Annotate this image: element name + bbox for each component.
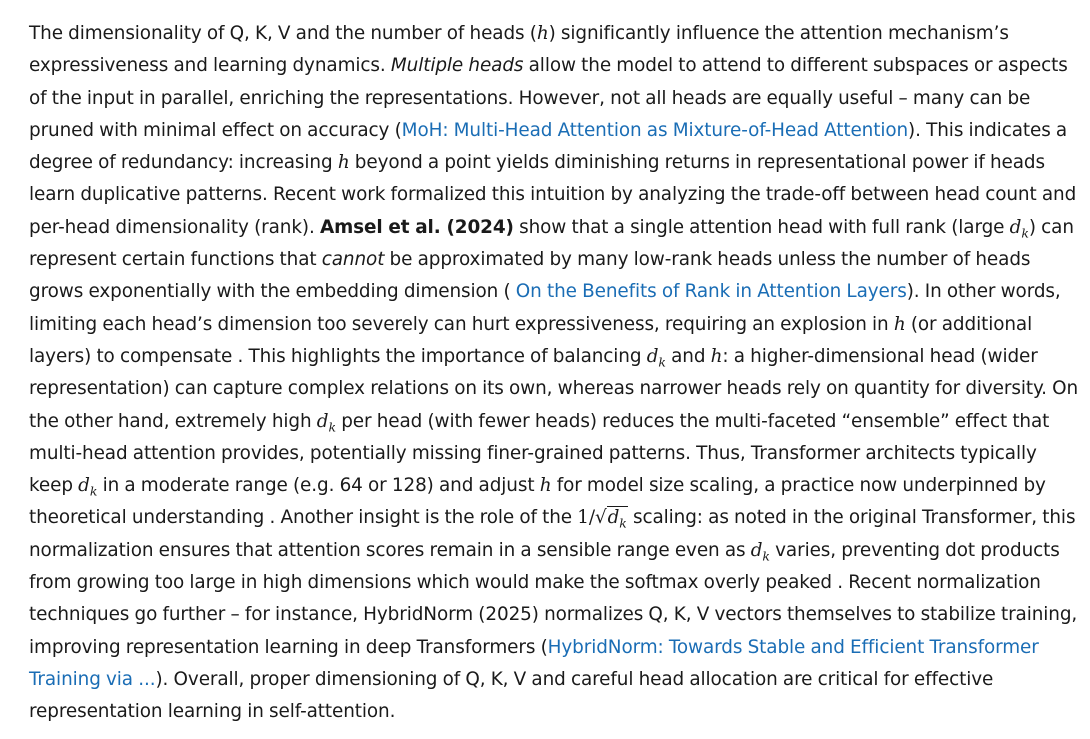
math-symbol (78, 475, 98, 499)
text-run: for model size scaling, a practice now underpinned by theoretical understanding . Another insight is the role of the (29, 475, 1046, 529)
math-variable: d (646, 345, 659, 367)
text-run: varies, preventing dot products from growing too large in high dimensions which would make the softmax overly peaked . Recent normalization techniques go further – for instance, HybridNorm (2025) normalizes Q, K, V vectors themselves to stabilize training, improving representation learning in deep Transformers ( (29, 539, 1078, 658)
emphasis-text: Multiple heads (390, 55, 524, 77)
text-run: in a moderate range (e.g. 64 or 128) and adjust (97, 475, 540, 497)
math-subscript: k (1021, 225, 1029, 241)
text-run: allow the model to attend to different subspaces or aspects of the input in parallel, enriching the representations. However, not all heads are equally useful – many can be pruned with minimal effect on accuracy ( (29, 55, 1068, 141)
math-subscript: k (89, 483, 98, 499)
math-symbol (537, 23, 549, 44)
text-run: be approximated by many low-rank heads unless the number of heads grows exponentially with the embedding dimension ( (29, 249, 1031, 303)
math-symbol (894, 314, 906, 335)
text-run: ) significantly influence the attention mechanism’s expressiveness and learning dynamics. (29, 23, 1009, 77)
math-variable: d (78, 475, 90, 497)
text-run: ) can represent certain functions that (29, 216, 1074, 271)
math-symbol (316, 410, 336, 435)
math-symbol (540, 475, 552, 496)
math-subscript: k (762, 548, 770, 564)
link-rank-benefits[interactable]: On the Benefits of Rank in Attention Layers (515, 281, 907, 303)
math-variable: h (539, 475, 552, 497)
math-symbol (646, 345, 666, 370)
article-paragraph (29, 18, 1083, 729)
math-variable: h (893, 313, 906, 335)
emphasis-text: cannot (321, 249, 385, 271)
text-run: ). Overall, proper dimensioning of Q, K, V and careful head allocation are critical for effective representation learning in self-attention. (29, 668, 994, 723)
math-variable: d (1009, 216, 1022, 238)
math-subscript: k (658, 354, 666, 370)
text-run: ). This indicates a degree of redundancy: increasing (29, 119, 1068, 174)
text-run: The dimensionality of Q, K, V and the number of heads ( (29, 23, 537, 44)
math-symbol (338, 152, 350, 173)
link-hybridnorm[interactable]: HybridNorm: Towards Stable and Efficient Transformer Training via ... (29, 636, 1039, 690)
math-symbol (750, 539, 770, 564)
math-variable: h (536, 23, 549, 44)
math-variable: d (750, 539, 763, 561)
math-variable: h (710, 345, 723, 367)
link-moh[interactable]: MoH: Multi-Head Attention as Mixture-of-Head Attention (401, 119, 909, 141)
text-run: and (665, 345, 711, 367)
text-run: show that a single attention head with full rank (large (513, 216, 1010, 238)
text-run: per head (with fewer heads) reduces the multi-faceted “ensemble” effect that multi-head attention provides, potentially missing finer-grained patterns. Thus, Transformer architects typically keep (29, 410, 1050, 497)
math-symbol (1009, 216, 1029, 241)
text-run: : a higher-dimensional head (wider representation) can capture complex relations on its own, whereas narrower heads rely on quantity for diversity. On the other hand, extremely high (29, 345, 1079, 432)
math-symbol (711, 346, 723, 367)
inverse-sqrt-dk-formula: $1/√d_k$ (577, 507, 627, 532)
math-variable: h (337, 152, 350, 174)
text-run: beyond a point yields diminishing returns in representational power if heads learn duplicative patterns. Recent work formalized this intuition by analyzing the trade-off between head count and per-head dimensionality (rank). (29, 152, 1077, 238)
citation-author: Amsel et al. (2024) (319, 216, 514, 238)
math-variable: d (316, 410, 329, 432)
text-run: ). In other words, limiting each head’s dimension too severely can hurt expressiveness, requiring an explosion in (29, 281, 1061, 335)
text-run: (or additional layers) to compensate . This highlights the importance of balancing (29, 313, 1033, 367)
math-subscript: k (328, 419, 336, 435)
text-run: scaling: as noted in the original Transformer, this normalization ensures that attention scores remain in a sensible range even as (29, 507, 1076, 561)
